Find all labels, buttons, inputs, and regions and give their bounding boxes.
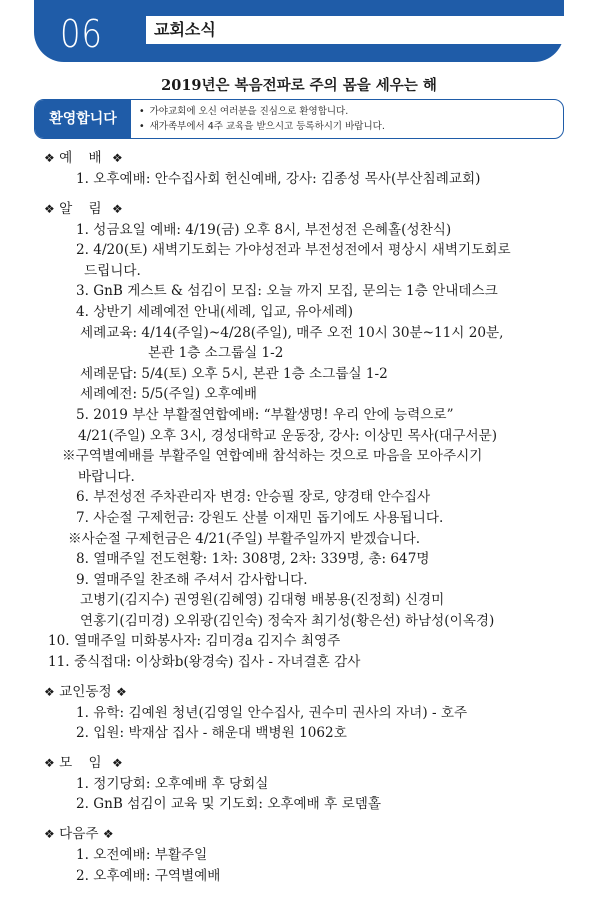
list-item: 2. 오후예배: 구역별예배 <box>76 867 221 884</box>
diamond-icon: ❖ <box>44 201 55 216</box>
list-note: ※사순절 구제헌금은 4/21(주일) 부활주일까지 받겠습니다. <box>68 530 421 547</box>
diamond-icon: ❖ <box>44 755 55 770</box>
diamond-icon: ❖ <box>44 827 55 842</box>
section-title: 교회소식 <box>146 16 594 44</box>
diamond-icon: ❖ <box>115 684 127 699</box>
section-header <box>34 0 564 62</box>
welcome-list <box>139 104 385 134</box>
heading-text: 알 림 <box>59 200 108 217</box>
section-heading <box>44 823 584 845</box>
section-heading <box>44 752 584 774</box>
list-item-continued: 본관 1층 소그룹실 1-2 <box>148 345 284 362</box>
diamond-icon: ❖ <box>44 151 55 165</box>
section-members <box>44 681 584 744</box>
heading-text: 다음주 <box>59 826 99 843</box>
list-subitem: 연홍기(김미경) 오위광(김인숙) 정숙자 최기성(황은선) 하남성(이옥경) <box>80 612 495 629</box>
section-heading <box>44 198 584 220</box>
welcome-tag: 환영합니다 <box>35 100 131 139</box>
list-item: 3. GnB 게스트 & 섬김이 모집: 오늘 까지 모집, 문의는 1층 안내데스크 <box>76 283 498 300</box>
welcome-item: • 새가족부에서 4주 교육을 받으시고 등록하시기 바랍니다. <box>139 119 385 134</box>
heading-text: 모 임 <box>59 754 108 771</box>
list-subitem: 세례예전: 5/5(주일) 오후예배 <box>80 386 258 403</box>
list-item: 1. 성금요일 예배: 4/19(금) 오후 8시, 부전성전 은혜홀(성찬식) <box>76 221 452 238</box>
list-item: 1. 정기당회: 오후예배 후 당회실 <box>76 775 269 792</box>
list-item: 1. 유학: 김예원 청년(김영일 안수집사, 권수미 권사의 자녀) - 호주 <box>76 704 468 721</box>
list-subitem: 고병기(김지수) 권영원(김혜영) 김대형 배봉용(진정희) 신경미 <box>80 592 445 609</box>
list-item-continued: 4/21(주일) 오후 3시, 경성대학교 운동장, 강사: 이상민 목사(대구서문) <box>78 427 498 444</box>
section-notices <box>44 198 584 673</box>
section-number: 06 <box>60 12 103 56</box>
list-item: 2. 입원: 박재삼 집사 - 해운대 백병원 1062호 <box>76 725 347 742</box>
welcome-item: • 가야교회에 오신 여러분을 진심으로 환영합니다. <box>139 104 385 119</box>
list-item: 2. GnB 섬김이 교육 및 기도회: 오후예배 후 로뎀홀 <box>76 796 381 813</box>
section-meetings <box>44 752 584 815</box>
list-item: 2. 4/20(토) 새벽기도회는 가야성전과 부전성전에서 평상시 새벽기도회로 <box>76 242 511 259</box>
list-item: 11. 중식접대: 이상화b(왕경숙) 집사 - 자녀결혼 감사 <box>48 654 361 671</box>
list-item: 8. 열매주일 전도현황: 1차: 308명, 2차: 339명, 총: 647명 <box>76 551 430 568</box>
list-item: 7. 사순절 구제헌금: 강원도 산불 이재민 돕기에도 사용됩니다. <box>76 509 444 526</box>
heading-text: 예 배 <box>59 150 108 166</box>
diamond-icon: ❖ <box>112 201 123 216</box>
section-nextweek <box>44 823 584 886</box>
diamond-icon: ❖ <box>102 827 114 842</box>
section-worship <box>44 147 584 190</box>
list-item: 1. 오전예배: 부활주일 <box>76 847 208 864</box>
section-heading <box>44 147 584 169</box>
list-subitem: 세례교육: 4/14(주일)~4/28(주일), 매주 오전 10시 30분~11시 20분, <box>80 324 504 341</box>
list-item-continued: 드립니다. <box>84 262 141 279</box>
list-item: 9. 열매주일 찬조해 주셔서 감사합니다. <box>76 571 308 588</box>
list-subitem: 세례문답: 5/4(토) 오후 5시, 본관 1층 소그룹실 1-2 <box>80 365 388 382</box>
news-content <box>44 147 584 894</box>
diamond-icon: ❖ <box>112 151 123 165</box>
list-item: 5. 2019 부산 부활절연합예배: “부활생명! 우리 안에 능력으로” <box>76 406 454 423</box>
yearly-motto: 2019년은 복음전파로 주의 몸을 세우는 해 <box>161 77 437 94</box>
diamond-icon: ❖ <box>112 755 123 770</box>
diamond-icon: ❖ <box>44 684 55 699</box>
list-item: 4. 상반기 세례예전 안내(세례, 입교, 유아세례) <box>76 303 354 320</box>
list-note: ※구역별예배를 부활주일 연합예배 참석하는 것으로 마음을 모아주시기 <box>62 448 483 465</box>
list-item: 6. 부전성전 주차관리자 변경: 안승필 장로, 양경태 안수집사 <box>76 489 431 506</box>
welcome-box <box>34 99 564 139</box>
heading-text: 교인동정 <box>59 683 112 700</box>
list-item: 10. 열매주일 미화봉사자: 김미경a 김지수 최영주 <box>48 633 341 650</box>
list-item-continued: 바랍니다. <box>78 468 135 485</box>
list-item: 1. 오후예배: 안수집사회 헌신예배, 강사: 김종성 목사(부산침례교회) <box>76 171 481 187</box>
section-heading <box>44 681 584 703</box>
